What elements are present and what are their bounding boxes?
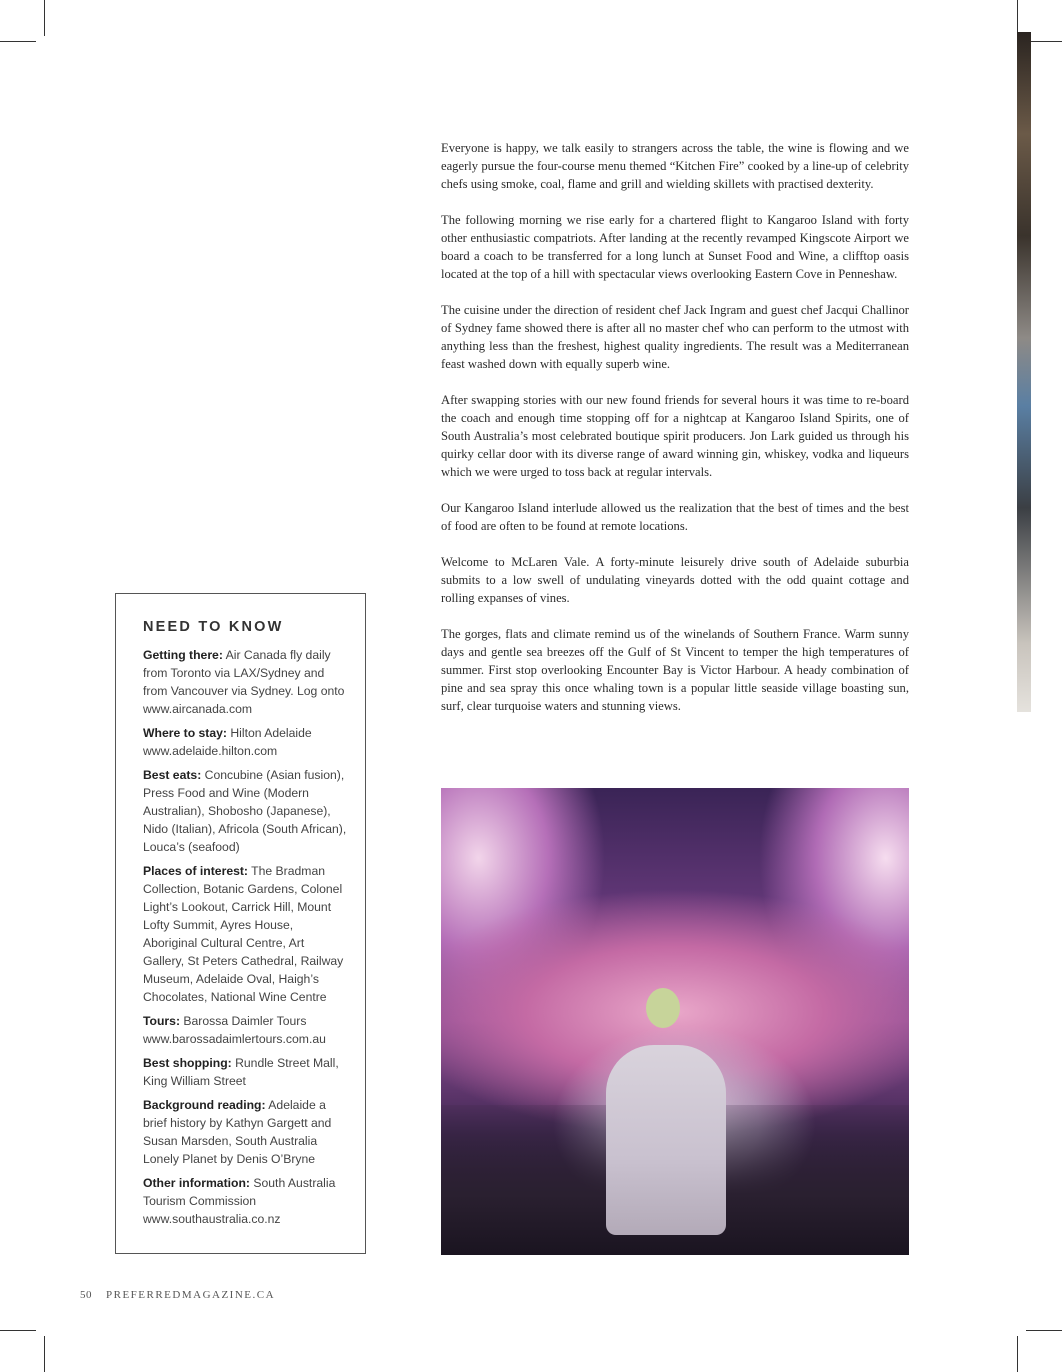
crop-mark: [1017, 0, 1018, 36]
article-paragraph: Our Kangaroo Island interlude allowed us the realization that the best of times and the best of food are often to be found at remote locations.: [441, 501, 909, 533]
article-paragraph: The cuisine under the direction of resident chef Jack Ingram and guest chef Jacqui Challinor of Sydney fame showed there is after all no master chef who can perform to the utmost with anything less than the freshest, highest quality ingredients. The result was a Mediterranean feast washed down with equally superb wine.: [441, 303, 909, 371]
crop-mark: [0, 41, 36, 42]
page-footer: [80, 1289, 275, 1301]
article-paragraph: The gorges, flats and climate remind us of the winelands of Southern France. Warm sunny days and gentle sea breezes off the Gulf of St Vincent to temper the high temperatures of summer. First stop overlooking Encounter Bay is Victor Harbour. A heady combination of pine and sea spray this once whaling town is a popular little seaside village boasting sun, surf, clear turquoise waters and stunning views.: [441, 627, 909, 713]
crop-mark: [1017, 1336, 1018, 1372]
page-number: 50: [80, 1289, 92, 1301]
sidebar-item-places-of-interest: Places of interest: The Bradman Collection, Botanic Gardens, Colonel Light’s Lookout, Carrick Hill, Mount Lofty Summit, Ayres House, Aboriginal Cultural Centre, Art Gallery, St Peters Cathedral, Railway Museum, Adelaide Oval, Haigh’s Chocolates, National Wine Centre: [143, 864, 344, 1004]
sidebar-item-other-information: Other information: South Australia Tourism Commission www.southaustralia.co.nz: [143, 1176, 336, 1226]
crop-mark: [44, 0, 45, 36]
facing-page-photo-edge: [1017, 32, 1031, 712]
magazine-site: PREFERREDMAGAZINE.CA: [106, 1289, 276, 1301]
article-paragraph: Welcome to McLaren Vale. A forty-minute leisurely drive south of Adelaide suburbia submits to a low swell of undulating vineyards dotted with the odd quaint cottage and rolling expanses of vines.: [441, 555, 909, 605]
article-paragraph: Everyone is happy, we talk easily to strangers across the table, the wine is flowing and we eagerly pursue the four-course menu themed “Kitchen Fire” cooked by a line-up of celebrity chefs using smoke, coal, flame and grill and wielding skillets with practised dexterity.: [441, 141, 909, 191]
sidebar-item-best-eats: Best eats: Concubine (Asian fusion), Press Food and Wine (Modern Australian), Shobosho (Japanese), Nido (Italian), Africola (South African), Louca’s (seafood): [143, 768, 347, 854]
article-paragraph: After swapping stories with our new found friends for several hours it was time to re-board the coach and enough time stopping off for a nightcap at Kangaroo Island Spirits, one of South Australia’s most celebrated boutique spirit producers. Jon Lark guided us through his quirky cellar door with its diverse range of award winning gin, whiskey, vodka and liqueurs which we were urged to toss back at regular intervals.: [441, 393, 909, 479]
sidebar-item-where-to-stay: Where to stay: Hilton Adelaide www.adelaide.hilton.com: [143, 726, 312, 758]
article-paragraph: The following morning we rise early for a chartered flight to Kangaroo Island with forty other enthusiastic compatriots. After landing at the recently revamped Kingscote Airport we board a coach to be transferred for a long lunch at Sunset Food and Wine, a clifftop oasis located at the top of a hill with spectacular views overlooking Eastern Cove in Penneshaw.: [441, 213, 909, 281]
article-body: [441, 139, 909, 733]
sidebar-item-tours: Tours: Barossa Daimler Tours www.barossadaimlertours.com.au: [143, 1014, 326, 1046]
crop-mark: [1026, 1330, 1062, 1331]
crop-mark: [44, 1336, 45, 1372]
sidebar-item-getting-there: Getting there: Air Canada fly daily from Toronto via LAX/Sydney and from Vancouver via Sydney. Log onto www.aircanada.com: [143, 648, 345, 716]
concert-dj-photo: [441, 788, 909, 1255]
need-to-know-box: [115, 593, 366, 1254]
sidebar-item-background-reading: Background reading: Adelaide a brief history by Kathyn Gargett and Susan Marsden, South Australia Lonely Planet by Denis O’Bryne: [143, 1098, 332, 1166]
sidebar-title: NEED TO KNOW: [143, 619, 284, 635]
crop-mark: [0, 1330, 36, 1331]
dj-head: [646, 988, 680, 1028]
sidebar-item-best-shopping: Best shopping: Rundle Street Mall, King William Street: [143, 1056, 339, 1088]
dj-figure: [606, 1045, 726, 1235]
crop-mark: [1026, 41, 1062, 42]
